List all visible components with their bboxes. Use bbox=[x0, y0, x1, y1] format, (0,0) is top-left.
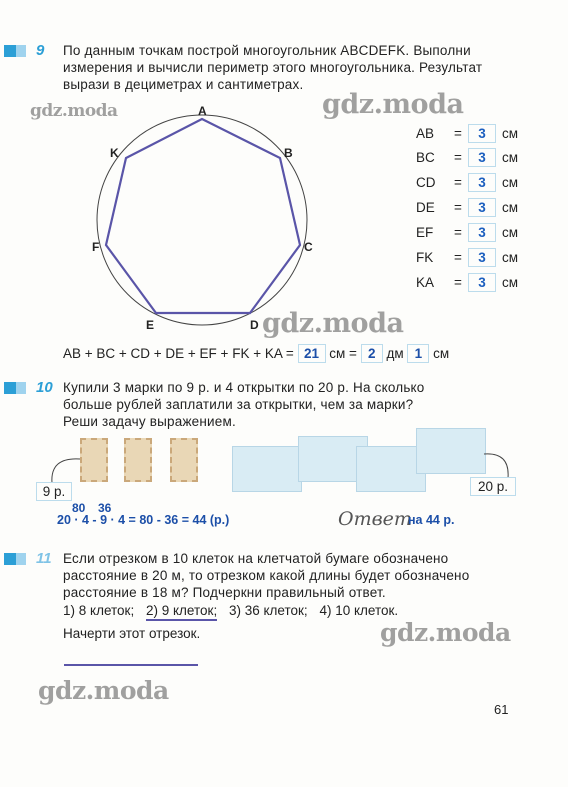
stamp-price-connector bbox=[44, 455, 84, 485]
measurement-unit: см bbox=[502, 126, 519, 141]
option-1: 1) 8 клеток; bbox=[63, 603, 135, 618]
vertex-label-k: K bbox=[110, 146, 119, 160]
options-line bbox=[63, 603, 398, 618]
card-price-connector bbox=[480, 450, 520, 480]
task-9-line-3: вырази в дециметрах и сантиметрах. bbox=[63, 77, 304, 92]
postcard-image bbox=[232, 446, 302, 492]
answer-value: на 44 р. bbox=[408, 513, 455, 527]
task-11-text bbox=[63, 550, 533, 601]
vertex-label-d: D bbox=[250, 318, 259, 332]
vertex-label-e: E bbox=[146, 318, 155, 332]
measurement-label: DE bbox=[416, 200, 435, 215]
measurement-value: 3 bbox=[468, 124, 496, 143]
option-4: 4) 10 клеток. bbox=[319, 603, 399, 618]
measurement-label: BC bbox=[416, 150, 435, 165]
option-3: 3) 36 клеток; bbox=[228, 603, 308, 618]
perimeter-dm: 2 bbox=[361, 344, 383, 363]
measurement-value: 3 bbox=[468, 223, 496, 242]
polygon-abcdefk bbox=[106, 119, 300, 313]
task-11-line-3: расстояние в 18 м? Подчеркни правильный ответ. bbox=[63, 585, 386, 600]
stamp-price-label: 9 р. bbox=[36, 482, 72, 501]
postcard-image bbox=[416, 428, 486, 474]
measurement-value: 3 bbox=[468, 148, 496, 167]
perimeter-cm-total: 21 bbox=[298, 344, 326, 363]
vertex-label-a: A bbox=[198, 105, 207, 118]
option-2: 2) 9 клеток; bbox=[146, 603, 217, 621]
measurement-value: 3 bbox=[468, 273, 496, 292]
watermark: gdz.moda bbox=[262, 308, 404, 339]
watermark: gdz.moda bbox=[380, 618, 511, 647]
measurement-value: 3 bbox=[468, 198, 496, 217]
measurement-unit: см bbox=[502, 225, 519, 240]
measurement-label: EF bbox=[416, 225, 434, 240]
measurement-unit: см bbox=[502, 200, 519, 215]
vertex-label-b: B bbox=[284, 146, 293, 160]
measurement-label: KA bbox=[416, 275, 435, 290]
watermark: gdz.moda bbox=[38, 676, 169, 705]
measurement-label: CD bbox=[416, 175, 436, 190]
page-number: 61 bbox=[494, 702, 509, 717]
solution-expression: 20 · 4 - 9 · 4 = 80 - 36 = 44 (р.) bbox=[57, 513, 230, 527]
measurement-unit: см bbox=[502, 250, 519, 265]
task-11-line-2: расстояние в 20 м, то отрезком какой длины будет обозначено bbox=[63, 568, 470, 583]
watermark: gdz.moda bbox=[322, 89, 464, 120]
stamp-image bbox=[124, 438, 152, 482]
vertex-label-c: C bbox=[304, 240, 313, 254]
above-80: 80 bbox=[72, 501, 86, 515]
task-11-number: 11 bbox=[36, 550, 52, 567]
task-10-line-2: больше рублей заплатили за открытки, чем за марки? bbox=[63, 397, 414, 412]
task-9-number: 9 bbox=[36, 42, 45, 59]
task-10-text bbox=[63, 379, 533, 430]
perimeter-unit-dm: дм bbox=[386, 346, 404, 361]
task-11-line-1: Если отрезком в 10 клеток на клетчатой бумаге обозначено bbox=[63, 551, 449, 566]
task-10-number: 10 bbox=[36, 379, 53, 396]
task-marker-icon bbox=[4, 553, 26, 565]
drawn-segment bbox=[64, 664, 198, 666]
perimeter-unit-cm2: см bbox=[433, 346, 450, 361]
card-price-label: 20 р. bbox=[470, 477, 516, 496]
measurement-value: 3 bbox=[468, 248, 496, 267]
vertex-label-f: F bbox=[92, 240, 100, 254]
task-9-line-1: По данным точкам построй многоугольник ABCDEFK. Выполни bbox=[63, 43, 471, 58]
stamp-image bbox=[80, 438, 108, 482]
polygon-drawing bbox=[90, 105, 320, 335]
watermark: gdz.moda bbox=[30, 101, 118, 121]
draw-task: Начерти этот отрезок. bbox=[63, 626, 201, 641]
task-9-text bbox=[63, 42, 533, 93]
perimeter-unit-cm: см = bbox=[329, 346, 357, 361]
measurement-label: FK bbox=[416, 250, 434, 265]
perimeter-line bbox=[63, 344, 449, 364]
stamp-image bbox=[170, 438, 198, 482]
perimeter-expression: AB + BC + CD + DE + EF + FK + KA = bbox=[63, 346, 294, 361]
measurement-unit: см bbox=[502, 175, 519, 190]
task-marker-icon bbox=[4, 45, 26, 57]
measurement-label: AB bbox=[416, 126, 435, 141]
task-9-line-2: измерения и вычисли периметр этого многоугольника. Результат bbox=[63, 60, 483, 75]
measurement-value: 3 bbox=[468, 173, 496, 192]
measurement-unit: см bbox=[502, 275, 519, 290]
task-10-line-3: Реши задачу выражением. bbox=[63, 414, 236, 429]
measurement-unit: см bbox=[502, 150, 519, 165]
perimeter-cm: 1 bbox=[407, 344, 429, 363]
circumcircle bbox=[97, 115, 307, 325]
answer-label: Ответ bbox=[338, 508, 412, 530]
task-marker-icon bbox=[4, 382, 26, 394]
task-10-line-1: Купили 3 марки по 9 р. и 4 открытки по 20 р. На сколько bbox=[63, 380, 425, 395]
above-36: 36 bbox=[98, 501, 112, 515]
